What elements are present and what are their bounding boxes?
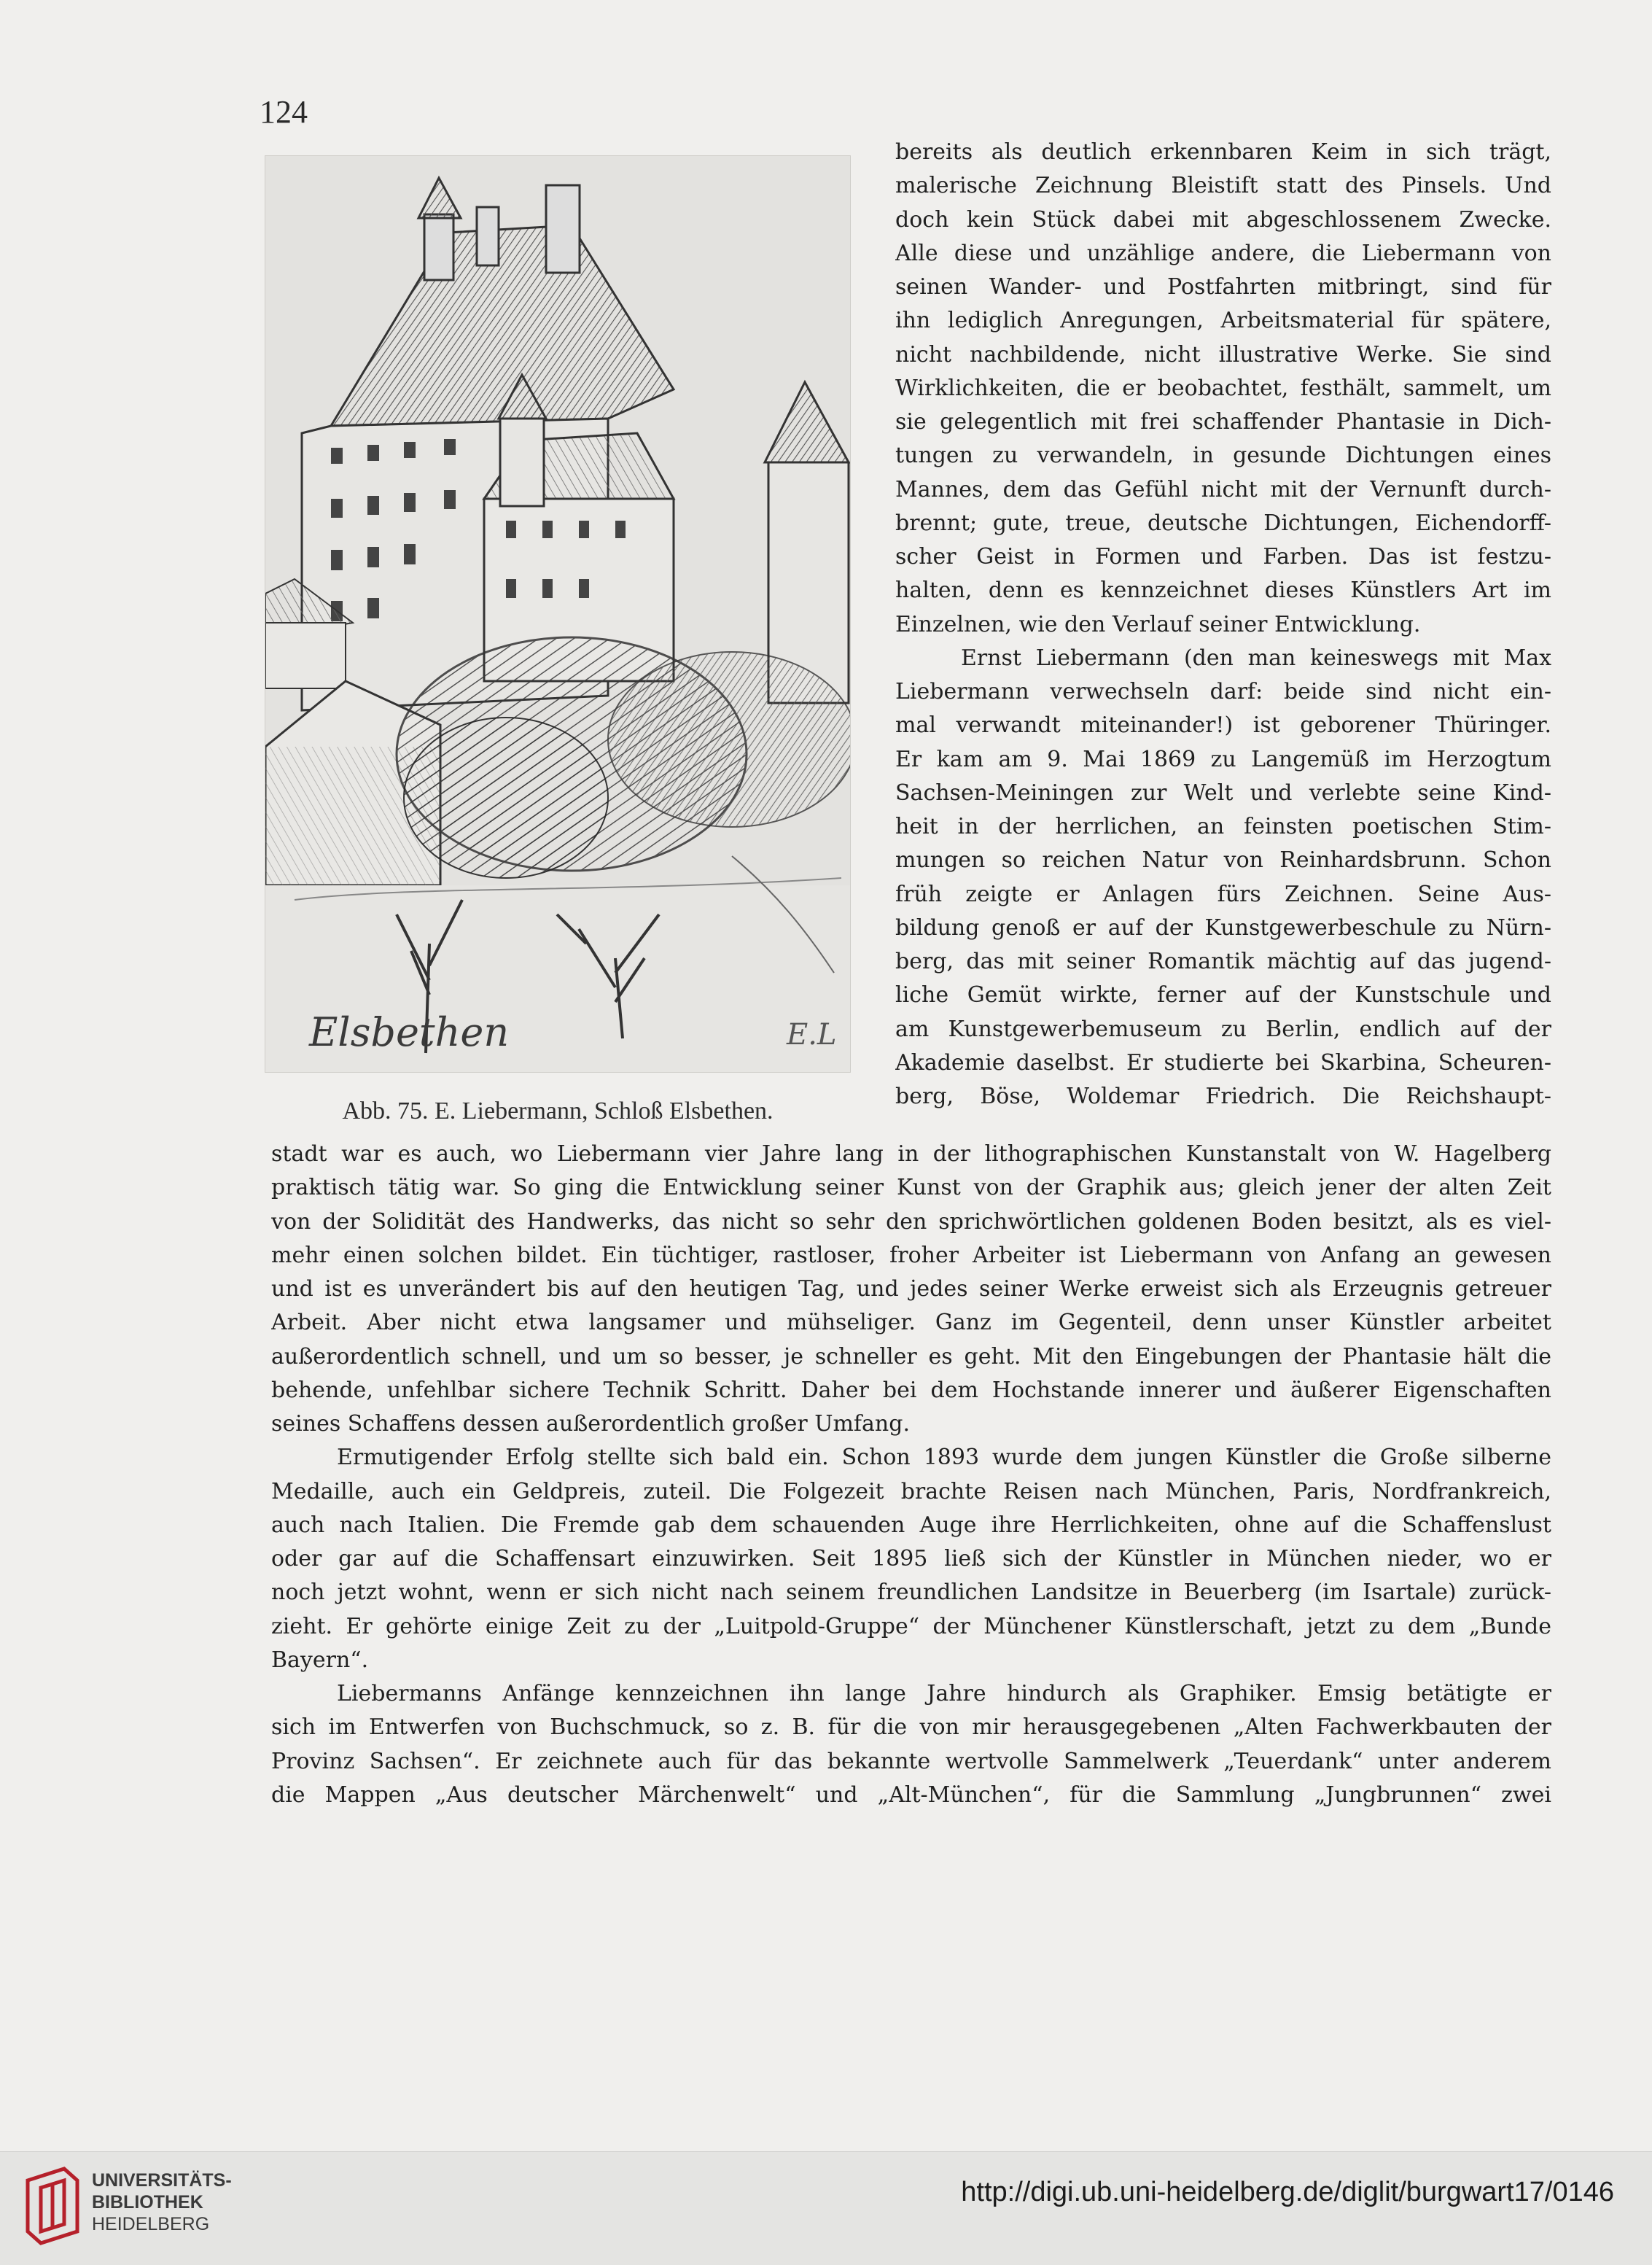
- text-line: malerische Zeichnung Bleistift statt des Pinsels. Und: [895, 173, 1551, 199]
- text-line: ihn lediglich Anregungen, Arbeitsmaterial für spätere,: [895, 308, 1551, 334]
- text-line: berg, Böse, Woldemar Friedrich. Die Reichshaupt-: [895, 1084, 1551, 1109]
- sketch-initials: E.L: [787, 1018, 837, 1052]
- castle-drawing: [265, 156, 850, 1072]
- text-line: liche Gemüt wirkte, ferner auf der Kunstschule und: [895, 982, 1551, 1009]
- text-line: Bayern“.: [271, 1647, 369, 1673]
- university-library-logo-icon[interactable]: [20, 2166, 82, 2246]
- text-line: und ist es unverändert bis auf den heutigen Tag, und jedes seiner Werke erweist sich als Erzeugnis getreuer: [271, 1276, 1551, 1302]
- full-width-text: [271, 1138, 1551, 1812]
- text-line: sie gelegentlich mit frei schaffender Phantasie in Dich-: [895, 409, 1551, 435]
- text-line: von der Solidität des Handwerks, das nicht so sehr den sprichwörtlichen goldenen Boden besitzt, als es viel-: [271, 1208, 1551, 1235]
- text-line: tungen zu verwandeln, in gesunde Dichtungen eines: [895, 443, 1551, 469]
- text-line: seinen Wander- und Postfahrten mitbringt, sind für: [895, 274, 1551, 300]
- text-line: Akademie daselbst. Er studierte bei Skarbina, Scheuren-: [895, 1049, 1551, 1076]
- text-line: Liebermanns Anfänge kennzeichnen ihn lange Jahre hindurch als Graphiker. Emsig betätigte er: [337, 1681, 1551, 1706]
- logo-line: HEIDELBERG: [92, 2214, 210, 2234]
- text-line: Er kam am 9. Mai 1869 zu Langemüß im Herzogtum: [895, 746, 1551, 772]
- text-line: berg, das mit seiner Romantik mächtig auf das jugend-: [895, 949, 1551, 974]
- text-line: Provinz Sachsen“. Er zeichnete auch für das bekannte wertvolle Sammelwerk „Teuerdank“ unter anderem: [271, 1748, 1551, 1774]
- castle-sketch-figure: [265, 155, 851, 1073]
- page-number: 124: [260, 94, 308, 130]
- text-line: Wirklichkeiten, die er beobachtet, festhält, sammelt, um: [895, 375, 1551, 401]
- text-line: Einzelnen, wie den Verlauf seiner Entwicklung.: [895, 611, 1421, 637]
- text-line: praktisch tätig war. So ging die Entwicklung seiner Kunst von der Graphik aus; gleich jener der alten Zeit: [271, 1175, 1551, 1201]
- library-name: [92, 2169, 267, 2235]
- text-line: bereits als deutlich erkennbaren Keim in sich trägt,: [895, 139, 1551, 165]
- right-column-text: [895, 136, 1551, 1114]
- text-line: am Kunstgewerbemuseum zu Berlin, endlich auf der: [895, 1016, 1551, 1042]
- text-line: Medaille, auch ein Geldpreis, zuteil. Die Folgezeit brachte Reisen nach München, Paris, Nordfrankreich,: [271, 1478, 1551, 1504]
- text-line: Ernst Liebermann (den man keineswegs mit Max: [961, 645, 1551, 671]
- text-line: mungen so reichen Natur von Reinhardsbrunn. Schon: [895, 847, 1551, 874]
- text-line: auch nach Italien. Die Fremde gab dem schauenden Auge ihre Herrlichkeiten, ohne auf die Schaffenslust: [271, 1512, 1551, 1538]
- text-line: behende, unfehlbar sichere Technik Schritt. Daher bei dem Hochstande innerer und äußerer Eigenschaften: [271, 1377, 1551, 1403]
- text-line: bildung genoß er auf der Kunstgewerbeschule zu Nürn-: [895, 914, 1551, 941]
- text-line: halten, denn es kennzeichnet dieses Künstlers Art im: [895, 578, 1551, 604]
- text-line: stadt war es auch, wo Liebermann vier Jahre lang in der lithographischen Kunstanstalt von W. Hagelberg: [271, 1141, 1551, 1167]
- text-line: Sachsen-Meiningen zur Welt und verlebte seine Kind-: [895, 780, 1551, 806]
- text-line: die Mappen „Aus deutscher Märchenwelt“ und „Alt-München“, für die Sammlung „Jungbrunnen“ zwei: [271, 1782, 1551, 1808]
- text-line: früh zeigte er Anlagen fürs Zeichnen. Seine Aus-: [895, 881, 1551, 907]
- text-line: doch kein Stück dabei mit abgeschlossenem Zwecke.: [895, 206, 1551, 233]
- text-line: zieht. Er gehörte einige Zeit zu der „Luitpold-Gruppe“ der Münchener Künstlerschaft, jetzt zu dem „Bunde: [271, 1613, 1551, 1639]
- text-line: Ermutigender Erfolg stellte sich bald ein. Schon 1893 wurde dem jungen Künstler die Große silberne: [337, 1445, 1551, 1471]
- text-line: Arbeit. Aber nicht etwa langsamer und mühseliger. Ganz im Gegenteil, denn unser Künstler arbeitet: [271, 1310, 1551, 1336]
- text-line: heit in der herrlichen, an feinsten poetischen Stim-: [895, 814, 1551, 839]
- text-line: außerordentlich schnell, und um so besser, je schneller es geht. Mit den Eingebungen der Phantasie hält die: [271, 1343, 1551, 1370]
- text-line: Liebermann verwechseln darf: beide sind nicht ein-: [895, 679, 1551, 704]
- logo-line: UNIVERSITÄTS-: [92, 2170, 232, 2191]
- text-line: Mannes, dem das Gefühl nicht mit der Vernunft durch-: [895, 476, 1551, 502]
- text-line: mehr einen solchen bildet. Ein tüchtiger, rastloser, froher Arbeiter ist Liebermann von Anfang an gewesen: [271, 1242, 1551, 1268]
- text-line: oder gar auf die Schaffensart einzuwirken. Seit 1895 ließ sich der Künstler in München nieder, wo er: [271, 1546, 1551, 1571]
- text-line: brennt; gute, treue, deutsche Dichtungen, Eichendorff-: [895, 510, 1551, 536]
- text-line: sich im Entwerfen von Buchschmuck, so z. B. für die von mir herausgegebenen „Alten Fachwerkbauten der: [271, 1714, 1551, 1741]
- text-line: nicht nachbildende, nicht illustrative Werke. Sie sind: [895, 341, 1551, 368]
- logo-line: BIBLIOTHEK: [92, 2192, 203, 2212]
- text-line: noch jetzt wohnt, wenn er sich nicht nach seinem freundlichen Landsitze in Beuerberg (im Isartale) zurück-: [271, 1580, 1551, 1606]
- text-line: Alle diese und unzählige andere, die Liebermann von: [895, 240, 1551, 266]
- text-line: seines Schaffens dessen außerordentlich großer Umfang.: [271, 1411, 910, 1437]
- text-line: scher Geist in Formen und Farben. Das ist festzu-: [895, 544, 1551, 570]
- text-line: mal verwandt miteinander!) ist geborener Thüringer.: [895, 712, 1551, 739]
- permalink-url[interactable]: http://digi.ub.uni-heidelberg.de/diglit/burgwart17/0146: [961, 2177, 1614, 2207]
- sketch-signature: Elsbethen: [309, 1009, 510, 1055]
- figure-caption: Abb. 75. E. Liebermann, Schloß Elsbethen.: [342, 1097, 774, 1124]
